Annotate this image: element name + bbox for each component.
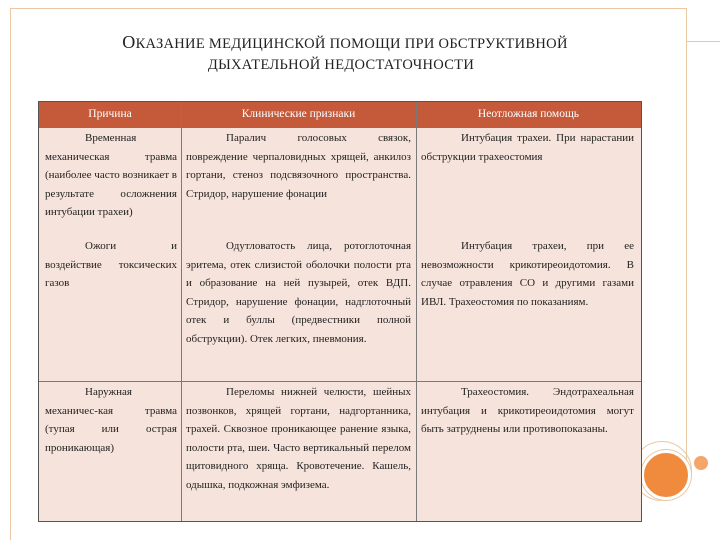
table-cell-signs: Паралич голосовых связок, повреждение черпаловидных хрящей, анкилоз гортани, стеноз подсвязочного пространства. Стридор, нарушение фонации bbox=[186, 132, 411, 200]
table-header bbox=[39, 102, 641, 128]
care-table bbox=[38, 101, 642, 522]
page-title bbox=[0, 32, 720, 75]
slide-frame-right bbox=[686, 8, 687, 468]
column-divider bbox=[181, 102, 182, 521]
table-cell-help: Интубация трахеи. При нарастании обструкции трахеостомия bbox=[421, 132, 634, 163]
title-initial: О bbox=[122, 32, 136, 52]
title-line1: КАЗАНИЕ МЕДИЦИНСКОЙ ПОМОЩИ ПРИ ОБСТРУКТИВНОЙ bbox=[135, 36, 568, 52]
row-divider bbox=[39, 381, 641, 382]
title-line2: ДЫХАТЕЛЬНОЙ НЕДОСТАТОЧНОСТИ bbox=[207, 57, 475, 73]
header-help: Неотложная помощь bbox=[477, 108, 580, 120]
table-cell-cause: Ожоги и воздействие токсических газов bbox=[45, 240, 177, 290]
table-cell-cause: Временная механическая травма (наиболее часто возникает в результате осложнения интубации трахеи) bbox=[45, 132, 177, 219]
decorative-small-circle bbox=[694, 456, 708, 470]
table-cell-help: Трахеостомия. Эндотрахеальная интубация и крикотиреоидотомия могут быть затруднены или противопоказаны. bbox=[421, 386, 634, 436]
decorative-orange-circle bbox=[641, 450, 691, 500]
slide-frame-left bbox=[10, 8, 11, 540]
header-signs: Клинические признаки bbox=[241, 108, 356, 120]
slide-frame-top bbox=[10, 8, 686, 9]
table-cell-cause: Наружная механичес-кая травма (тупая или острая проникающая) bbox=[45, 386, 177, 454]
table-cell-signs: Переломы нижней челюсти, шейных позвонков, хрящей гортани, надгортанника, трахей. Сквозное проникающее ранение языка, полости рта, шеи. Часто вертикальный перелом щитовидного хряща. Кровотечение. Кашель, одышка, подкожная эмфизема. bbox=[186, 386, 411, 491]
column-divider bbox=[416, 102, 417, 521]
header-cause: Причина bbox=[88, 108, 132, 120]
table-cell-help: Интубация трахеи, при ее невозможности крикотиреоидотомия. В случае отравления СО и другими газами ИВЛ. Трахеостомия по показаниям. bbox=[421, 240, 634, 308]
table-cell-signs: Одутловатость лица, ротоглоточная эритема, отек слизистой оболочки полости рта и образование на ней пузырей, отек ВДП. Стридор, нарушение фонации, надглоточный отек и буллы (предвестники полной обструкции). Отек легких, пневмония. bbox=[186, 240, 411, 345]
